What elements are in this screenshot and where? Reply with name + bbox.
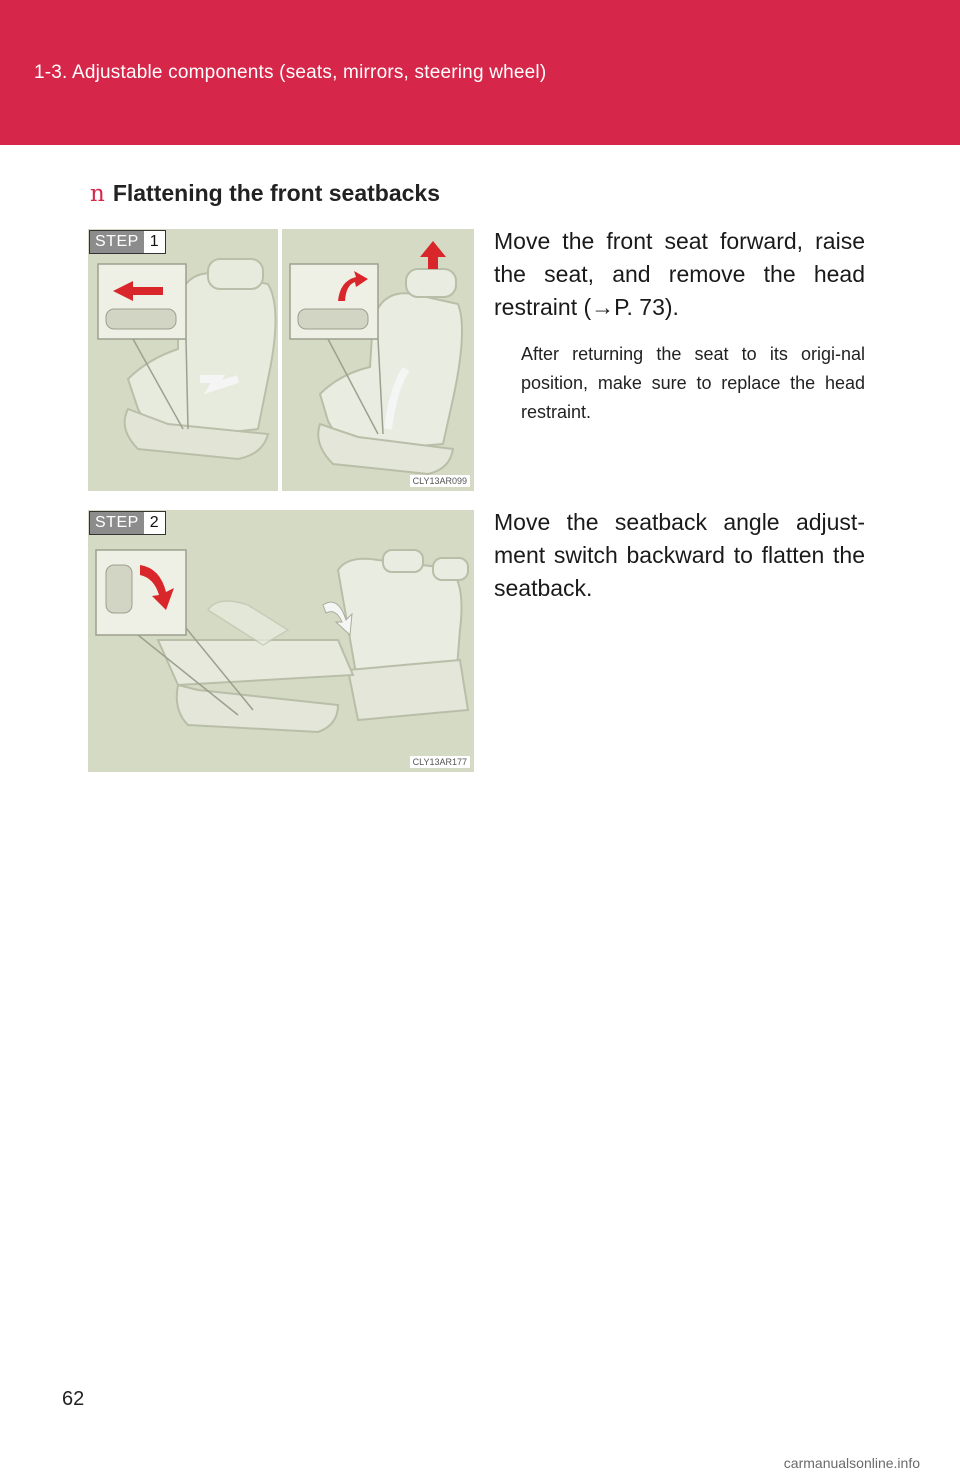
step-badge-1 — [89, 230, 166, 254]
page-header — [0, 0, 960, 145]
header-title: 1-3. Adjustable components (seats, mirrors, steering wheel) — [34, 62, 547, 83]
arrow-right-icon: → — [591, 294, 615, 320]
figure-code: CLY13AR177 — [410, 756, 470, 768]
step1-note: After returning the seat to its origi-nal position, make sure to replace the head restraint. — [521, 344, 865, 422]
figure-code: CLY13AR099 — [410, 475, 470, 487]
step-number: 1 — [149, 233, 159, 250]
watermark[interactable]: carmanualsonline.info — [783, 1455, 920, 1471]
section-heading — [90, 180, 440, 207]
step1-text — [494, 225, 865, 324]
step1-text-part1: Move the front seat forward, raise the seat, and remove the head restraint ( — [494, 228, 865, 320]
rear-seats — [338, 550, 468, 720]
step1-page-ref[interactable]: P. 73). — [614, 294, 679, 320]
section-heading-text: Flattening the front seatbacks — [112, 180, 440, 206]
step-badge-2 — [89, 511, 166, 535]
step2-illustration — [88, 510, 474, 772]
step1-illustration — [88, 229, 474, 491]
bullet-icon: n — [90, 181, 105, 207]
step-number: 2 — [149, 514, 159, 531]
step-label: STEP — [90, 231, 144, 253]
step-label: STEP — [90, 512, 144, 534]
step2-text: Move the seatback angle adjust-ment switch backward to flatten the seatback. — [494, 509, 865, 601]
page-number: 62 — [62, 1388, 85, 1410]
